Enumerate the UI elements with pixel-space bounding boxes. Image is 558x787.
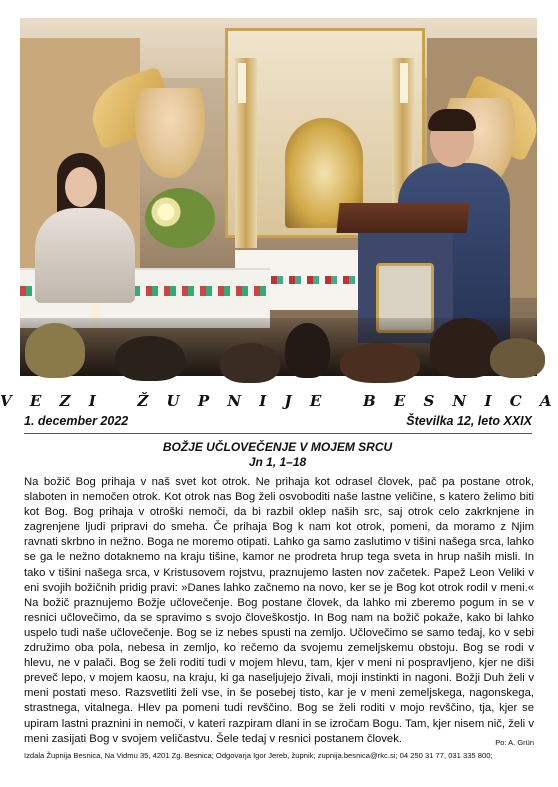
- article-body-text: Na božič Bog prihaja v naš svet kot otrok. Ne prihaja kot odrasel človek, pač pa postane otrok, slaboten in nemočen otrok. Kot otrok nas Bog želi osvoboditi naše lastne veličine, s katero želimo biti kot Bog. Bog prihaja v otroški nemoči, da bi razbil oklep naših src, saj otrok celo zakrknjene in zagrenjene ljudi pripravi do smeha. Če prihaja Bog k nam kot otrok, pomeni, da moramo z Njim ravnati skrbno in nežno. Boga ne moremo otipati. Lahko ga samo zaslutimo v tišini našega srca, lahko se ga le nežno dotaknemo na kraju tišine, kamor ne prodreta hrup tega sveta in hrup naših misli. In tako v tišini našega srca, v Kristusovem rojstvu, praznujemo lasten nov začetek. Papež Leon Veliki v eni svojih božičnih pridig pravi: »Danes lahko začnemo na novo, ker se je Bog kot otrok rodil v meni.« Na božič praznujemo Božje učlovečenje. Bog postane človek, da lahko mi zberemo pogum in se v resnici učlovečimo, da se spravimo s svojo človeškostjo. In Bog nam na božič pokaže, kako bi lahko uspelo tudi naše učlovečenje. Bog se iz nebes spusti na zemljo. Učlovečimo se samo tedaj, ko v sebi združimo oba pola, nebesa in zemljo, ko rečemo da svojemu zemeljskemu obstoju. Bog se rodi v hlevu, ne v palači. Bog se želi roditi tudi v mojem hlevu, tam, kjer v meni ni pospravljeno, kjer ne diši preveč lepo, v mojem kaosu, na kraju, ki ga naseljujejo živali, moji instinkti in nagoni. Božji Duh želi v meni postati meso. Razsvetliti želi vse, in še posebej tisto, kar je v meni zemeljskega, nagonskega, strastnega, vitalnega. Hlev pa pomeni tudi revščino. Bog se želi roditi v mojo revščino, tja, kjer se upiram lastni praznini in nemoči, v kateri razpiram dlani in se izročam Bogu. Tam, kjer nisem nič, želi v meni zasijati Bog v svojem veličastvu. Šele tedaj v resnici postanem človek.: [24, 476, 534, 745]
- newsletter-masthead: V E Z I Ž U P N I J E B E S N I C A: [0, 392, 558, 410]
- flower-arrangement: [145, 188, 215, 248]
- source-credit: Po: A. Grün: [495, 737, 534, 747]
- cover-photo: [20, 18, 537, 376]
- header-divider: [24, 433, 532, 434]
- issue-number: Številka 12, leto XXIX: [406, 414, 532, 428]
- angel-statue-left: [135, 88, 205, 178]
- issue-date: 1. december 2022: [24, 414, 129, 428]
- dateline: [24, 414, 532, 430]
- publisher-footer: Izdala Župnija Besnica, Na Vidmu 35, 4201 Zg. Besnica; Odgovarja Igor Jereb, župnik; zupnija.besnica@rkc.si; 04 250 31 77, 031 335 800;: [24, 751, 493, 760]
- article-body: [24, 475, 534, 747]
- singer-figure: [35, 153, 135, 303]
- scripture-reference: Jn 1, 1–18: [248, 455, 307, 469]
- article-title: BOŽJE UČLOVEČENJE V MOJEM SRCU: [162, 440, 393, 454]
